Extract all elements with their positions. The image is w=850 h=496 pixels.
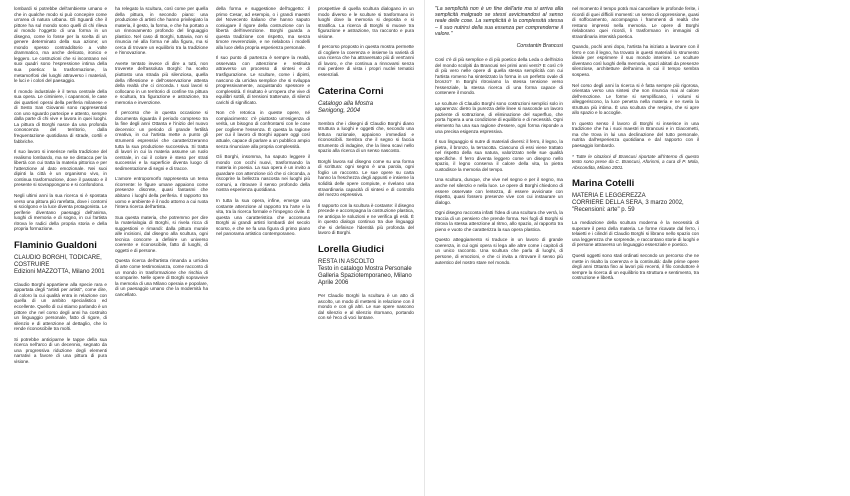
paragraph: Negli ultimi anni la sua ricerca si è spostata verso una pittura più rarefatta, dove i contorni si sciolgono e la luce diventa protagonista. Le periferie diventano paesaggi dell'anima, luoghi di memoria e di sogno, in cui l'artista ritrova le radici della propria storia e della propria formazione. xyxy=(14,192,107,232)
paragraph: Averte tentato invece di dire a tutti, non troverete dell'assoluta Borghi: ha scelto piuttosto una strada più silenziosa, quella della riflessione e dell'osservazione attenta della realtà che ci circonda. I suoi lavori si collocano in un territorio di confine tra pittura e scultura, tra figurazione e astrazione, tra memoria e invenzione. xyxy=(115,60,208,105)
paragraph: Borghi lavora sul disegno come su una forma di scrittura: ogni segno è una parola, ogni foglio un racconto. Le sue opere su carta hanno la freschezza degli appunti e insieme la solidità delle opere compiute, e rivelano una straordinaria capacità di sintesi e di controllo del mezzo espressivo. xyxy=(318,158,414,198)
section-heading-corni: Caterina Corni xyxy=(318,85,384,97)
paragraph: Il suo lavoro si inserisce nella tradizione del realismo lombardo, ma se ne distacca per la libertà con cui tratta la materia pittorica e per l'attenzione al dato emozionale. Nei suoi dipinti la città è un organismo vivo, in continua trasformazione, dove il passato e il presente si sovrappongono e si confondono. xyxy=(14,149,107,188)
section-subheading: CLAUDIO BORGHI, TODICARE, COSTRUIRE Edizioni MAZZOTTA, Milano 2001 xyxy=(14,254,105,275)
footnote: * Tutte le citazioni di Brancusi riportate all'interno di questo testo sono prese da C. Brancusi, Aforismi, a cura di P. Mola, Abscondita, Milano 2001. xyxy=(572,153,699,170)
paragraph: Sua questa materia, che potremmo per dire la materialogia di Borghi, si rivela ricca di suggestioni e rimandi: dalla pittura murale alle incisioni, dal disegno alla scultura, ogni tecnica concorre a definire un universo coerente e riconoscibile, fatto di luoghi, di oggetti e di persone. xyxy=(115,214,208,253)
paragraph: Le sculture di Claudio Borghi sono costruzioni semplici solo in apparenza: dietro la purezza delle linee si nasconde un lavoro paziente di sottrazione, di eliminazione del superfluo, che porta l'opera a una condizione di equilibrio e di necessità. Ogni elemento ha una sua ragione d'essere, ogni forma risponde a una precisa esigenza espressiva. xyxy=(435,100,563,134)
left-column-2 xyxy=(115,6,208,496)
paragraph: L'amore entropomorfo rappresenta un tema ricorrente: le figure umane appaiono come presenze discrete, quasi fantasmi che abitano i luoghi della periferia. Il rapporto tra uomo e ambiente è il nodo attorno a cui ruota l'intera ricerca dell'artista. xyxy=(115,176,208,210)
paragraph: della forma e suggestione dell'oggetto: il primo Cesar, ad esempio, o i grandi maestri del Novecento italiano che hanno saputo coniugare il rigore della costruzione con la libertà dell'invenzione. Borghi guarda a questa tradizione con rispetto, ma senza timore reverenziale, e ne rielabora i modelli alla luce della propria esperienza personale. xyxy=(216,6,310,50)
paragraph: Il percorso proposto in questa mostra permette di cogliere la coerenza e insieme la varietà di una ricerca che ha attraversato più di vent'anni di lavoro, e che continua a rinnovarsi senza mai perdere di vista i propri nuclei tematici essenziali. xyxy=(318,44,414,78)
paragraph: Questa ricerca dell'artista rimanda a un'idea di arte come testimonianza, come racconto di un mondo in trasformazione che rischia di scomparire. Nelle opere di Borghi sopravvive la memoria di una Milano operaia e popolare, di un paesaggio umano che la modernità ha cancellato. xyxy=(115,258,208,297)
paragraph: Il suo punto di partenza è sempre la realtà, osservata con attenzione e restituita attraverso un processo di sintesi e di trasfigurazione. Le sculture, come i dipinti, nascono da un'idea semplice che si sviluppa progressivamente, acquistando spessore e complessità. Il risultato è un'opera che vive di equilibri sottili, di tensioni trattenute, di silenzi carichi di significato. xyxy=(216,55,310,105)
paragraph: Così c'è di più semplice e di più poetico della Leda o dell'inizio del mondo scolpiti da Brancusi nei primi anni venti? E così c'è di più vero nelle opere di quella stessa semplicità con cui l'artista romeno ha sintetizzato la forma in un perfetto ovale di bronzo? In Borghi ritroviamo la stessa tensione verso l'essenziale, la stessa ricerca di una forma capace di contenere il mondo. xyxy=(435,57,563,96)
paragraph: Si potrebbe anticiparne le tappe della sua ricerca nell'arco di un decennio, segnato da una progressiva riduzione degli elementi narrativi a favore di una pittura di pura visione. xyxy=(14,336,107,364)
paragraph: prospettive di quella scultura dialogano in un modo diverso e le sculture si trasformano in luoghi dove la memoria si deposita e si stratifica. La ricerca di Borghi si muove tra figurazione e astrazione, tra racconto e pura visione. xyxy=(318,6,414,39)
paragraph: Il rapporto con la scultura è costante: il disegno precede e accompagna la costruzione plastica, ne anticipa le soluzioni e ne verifica gli esiti. È in questo dialogo continuo tra due linguaggi che si definisce l'identità più profonda del lavoro di Borghi. xyxy=(318,202,414,236)
left-column-4 xyxy=(318,6,414,496)
right-page xyxy=(425,0,850,496)
left-column-3 xyxy=(216,6,310,496)
paragraph: Ogni disegno racconta infatti l'idea di una scultura che verrà, la traccia di un pensiero che prende forma. Nei fogli di Borghi si ritrova la stessa attenzione al ritmo, allo spazio, al rapporto tra pieno e vuoto che caratterizza la sua opera plastica. xyxy=(435,210,563,232)
paragraph: Una scultura, dunque, che vive nel segno e per il segno, ma anche nel silenzio e nella luce. Le opere di Borghi chiedono di essere osservate con lentezza, di essere avvicinate con rispetto, quasi fossero presenze vive con cui instaurare un dialogo. xyxy=(435,177,563,205)
paragraph: In questo senso il lavoro di Borghi si inserisce in una tradizione che ha i suoi maestri in Brancusi e in Giacometti, ma che trova in lui una declinazione del tutto personale, nutrita dall'esperienza quotidiana e dal rapporto con il paesaggio lombardo. xyxy=(572,120,699,149)
paragraph: Sembra che i disegni di Claudio Borghi diano struttura a luoghi e oggetti che, secondo una lettura razionale, appaiono immediati e riconoscibili. Sembra che il segno si faccia strumento di indagine, che la linea scavi nello spazio alla ricerca di un senso nascosto. xyxy=(318,120,414,154)
paragraph: Gli Borghi, insomma, ha saputo leggere il mondo con occhi nuovi, trasformando la materia in poesia. La sua opera è un invito a guardare con attenzione ciò che ci circonda, a riscoprire la bellezza nascosta nei luoghi più comuni, a ritrovare il senso profondo della nostra esperienza quotidiana. xyxy=(216,154,310,193)
paragraph: lombardi si potrebbe dell'ambiente umano e che in qualche modo si può concepire come un'area di natura urbana. Gli Sguardi che il pittore ha sul mondo sono quelli di chi rileva al mondo l'oggetto di una forma in un disegno, come lo fosse per la scelta di un genere determinato della sua azione; un mondo spesso contradditorio a volte drammatico, ma anche delicato, ironico e leggero. Le costruzioni che si incontrano nei suoi quadri sono l'espressione intima della sua poetica: la trasformazione, la metamorfosi dei luoghi attraverso i materiali, le luci e i colori del paesaggio. xyxy=(14,6,107,84)
paragraph: Il mondo industriale è il tema centrale della sua opera. Le ciminiere, i capannoni, le case dei quartieri operai della periferia milanese e di Sesto San Giovanni sono rappresentati con uno sguardo partecipe e attento, sempre dalla parte di chi vive e lavora in quei luoghi. La pittura di Borghi nasce da una profonda conoscenza del territorio, dalla frequentazione quotidiana di strade, cortili e fabbriche. xyxy=(14,88,107,144)
left-column-1 xyxy=(14,6,107,496)
right-column-2 xyxy=(572,6,699,496)
paragraph: Quando, pochi anni dopo, l'artista ha iniziato a lavorare con il ferro e con il legno, ha trovato in questi materiali lo strumento ideale per esprimere il suo mondo interiore. Le sculture diventano così luoghi della memoria, spazi abitati da presenze silenziose, architetture dell'anima in cui il tempo sembra sospeso. xyxy=(572,44,699,78)
section-subheading: MATERIA E LEGGEREZZA CORRIERE DELLA SERA, 3 marzo 2002, "Recensioni: arte" p. 59 xyxy=(572,193,684,214)
paragraph: La mediazione della scultura moderna è la necessità di superare il peso della materia. Le forme ricavate dal ferro, i telaietti e i cilindri di Claudio Borghi si librano nello spazio con una leggerezza che sorprende, e raccontano storie di luoghi e di persone attraverso un linguaggio essenziale e poetico. xyxy=(572,220,699,248)
quote-signature: Constantin Brancusi xyxy=(516,43,563,50)
paragraph: Questo atteggiamento si traduce in un lavoro di grande coerenza, in cui ogni opera si lega alle altre come i capitoli di un unico racconto. Una scultura che parla di luoghi, di persone, di emozioni, e che ci invita a ritrovare il senso più autentico del nostro stare nel mondo. xyxy=(435,237,563,265)
section-heading-cotelli: Marina Cotelli xyxy=(572,178,635,190)
paragraph: Il percorso che in questa occasione si documenta riguarda il periodo compreso tra la fine degli anni Ottanta e l'inizio del nuovo decennio: un periodo di grande fertilità creativa, in cui l'artista mette a punto gli strumenti espressivi che caratterizzeranno tutta la sua produzione successiva. Si tratta di lavori in cui la materia assume un ruolo centrale, in cui il colore è steso per strati successivi e la superficie diventa luogo di sedimentazione di segni e di tracce. xyxy=(115,110,208,171)
paragraph: Il suo linguaggio si nutre di materiali diversi: il ferro, il legno, la pietra, il bronzo, la terracotta. Ciascuno di essi viene trattato nel rispetto della sua natura, valorizzato nelle sue qualità specifiche. Il ferro diventa leggero come un disegno nello spazio, il legno conserva il calore della vita, la pietra custodisce la memoria del tempo. xyxy=(435,139,563,172)
paragraph: Non c'è retorica in queste opere, né compiacimento: c'è piuttosto un'esigenza di verità, un bisogno di confrontarsi con le cose per coglierne l'essenza. È questa la ragione per cui il lavoro di Borghi appare oggi così attuale, capace di parlare a un pubblico ampio senza rinunciare alla propria complessità. xyxy=(216,110,310,149)
paragraph: Questi oggetti sono stati ordinati secondo un percorso che ne mette in risalto la coerenza e la continuità: dalle prime opere degli anni Ottanta fino ai lavori più recenti, il filo conduttore è sempre la ricerca di un equilibrio tra struttura e sentimento, tra costruzione e libertà. xyxy=(572,252,699,281)
paragraph: Per Claudio Borghi la scultura è un atto di ascolto, un modo di mettersi in relazione con il mondo e con gli altri. Le sue opere nascono dal silenzio e al silenzio ritornano, portando con sé l'eco di voci lontane. xyxy=(318,292,414,321)
quote: "La semplicità non è un fine dell'arte ma si arriva alla semplicità malgrado se stessi avvicinandosi al senso reale delle cose. La semplicità è la complessità stessa – il suo nutrirsi della sua essenza per comprenderne il valore." xyxy=(435,6,563,37)
paragraph: ha relegato la scultura, così come per quella della pittura, in secondo piano: una produzione di artisti che hanno privilegiato la materia, il gesto, la forma, e che ha portato a un rinnovamento profondo del linguaggio plastico. Nel caso di Borghi, tuttavia, non si rinuncia né alla forma né alla figura, ma si cerca di trovare un equilibrio tra la tradizione e l'innovazione. xyxy=(115,6,208,56)
right-column-1 xyxy=(435,6,563,496)
section-subheading: Catalogo alla Mostra Senigong, 2004 xyxy=(318,100,374,114)
paragraph: In tutta la sua opera, infine, emerge una costante attenzione al rapporto tra l'arte e la vita, tra la ricerca formale e l'impegno civile. È questa una caratteristica che accomuna Borghi ai grandi artisti lombardi del secolo scorso, e che ne fa una figura di primo piano nel panorama artistico contemporaneo. xyxy=(216,197,310,237)
paragraph: Claudio Borghi appartiene alla specie rara e appartata degli "artisti per artisti", come dire, di coloro la cui qualità entra in relazione con quella di un ambito specialistico ed eccellente. Quello di cui stiamo parlando è un pittore che nel corso degli anni ha costruito un linguaggio personale, fatto di rigore, di silenzio e di attenzione al dettaglio, che lo rende riconoscibile tra molti. xyxy=(14,281,107,332)
paragraph: nel momento il tempo potrà mai cancellare le profonde ferite, i ricordi di quei difficili momenti: un senso di oppressione, quasi di soffocamento, accompagna i frammenti di realtà che restano impressi nella memoria. Le opere di Borghi rielaborano quei ricordi, li trasformano in immagini di straordinaria intensità poetica. xyxy=(572,6,699,39)
paragraph: Nel corso degli anni la ricerca si è fatta sempre più rigorosa, orientata verso una sintesi che non rinuncia mai al calore dell'emozione. Le forme si semplificano, i volumi si alleggeriscono, la luce penetra nella materia e ne svela la struttura più intima. È una scultura che respira, che si apre allo spazio e lo accoglie. xyxy=(572,82,699,116)
section-heading-giudici: Lorella Giudici xyxy=(318,243,384,255)
section-heading-gualdoni: Flaminio Gualdoni xyxy=(14,239,97,251)
section-subheading: RESTA IN ASCOLTO Testo in catalogo Mostra Personale Galleria Spaziotemporaneo, Milano Aprile 2006 xyxy=(318,258,412,286)
